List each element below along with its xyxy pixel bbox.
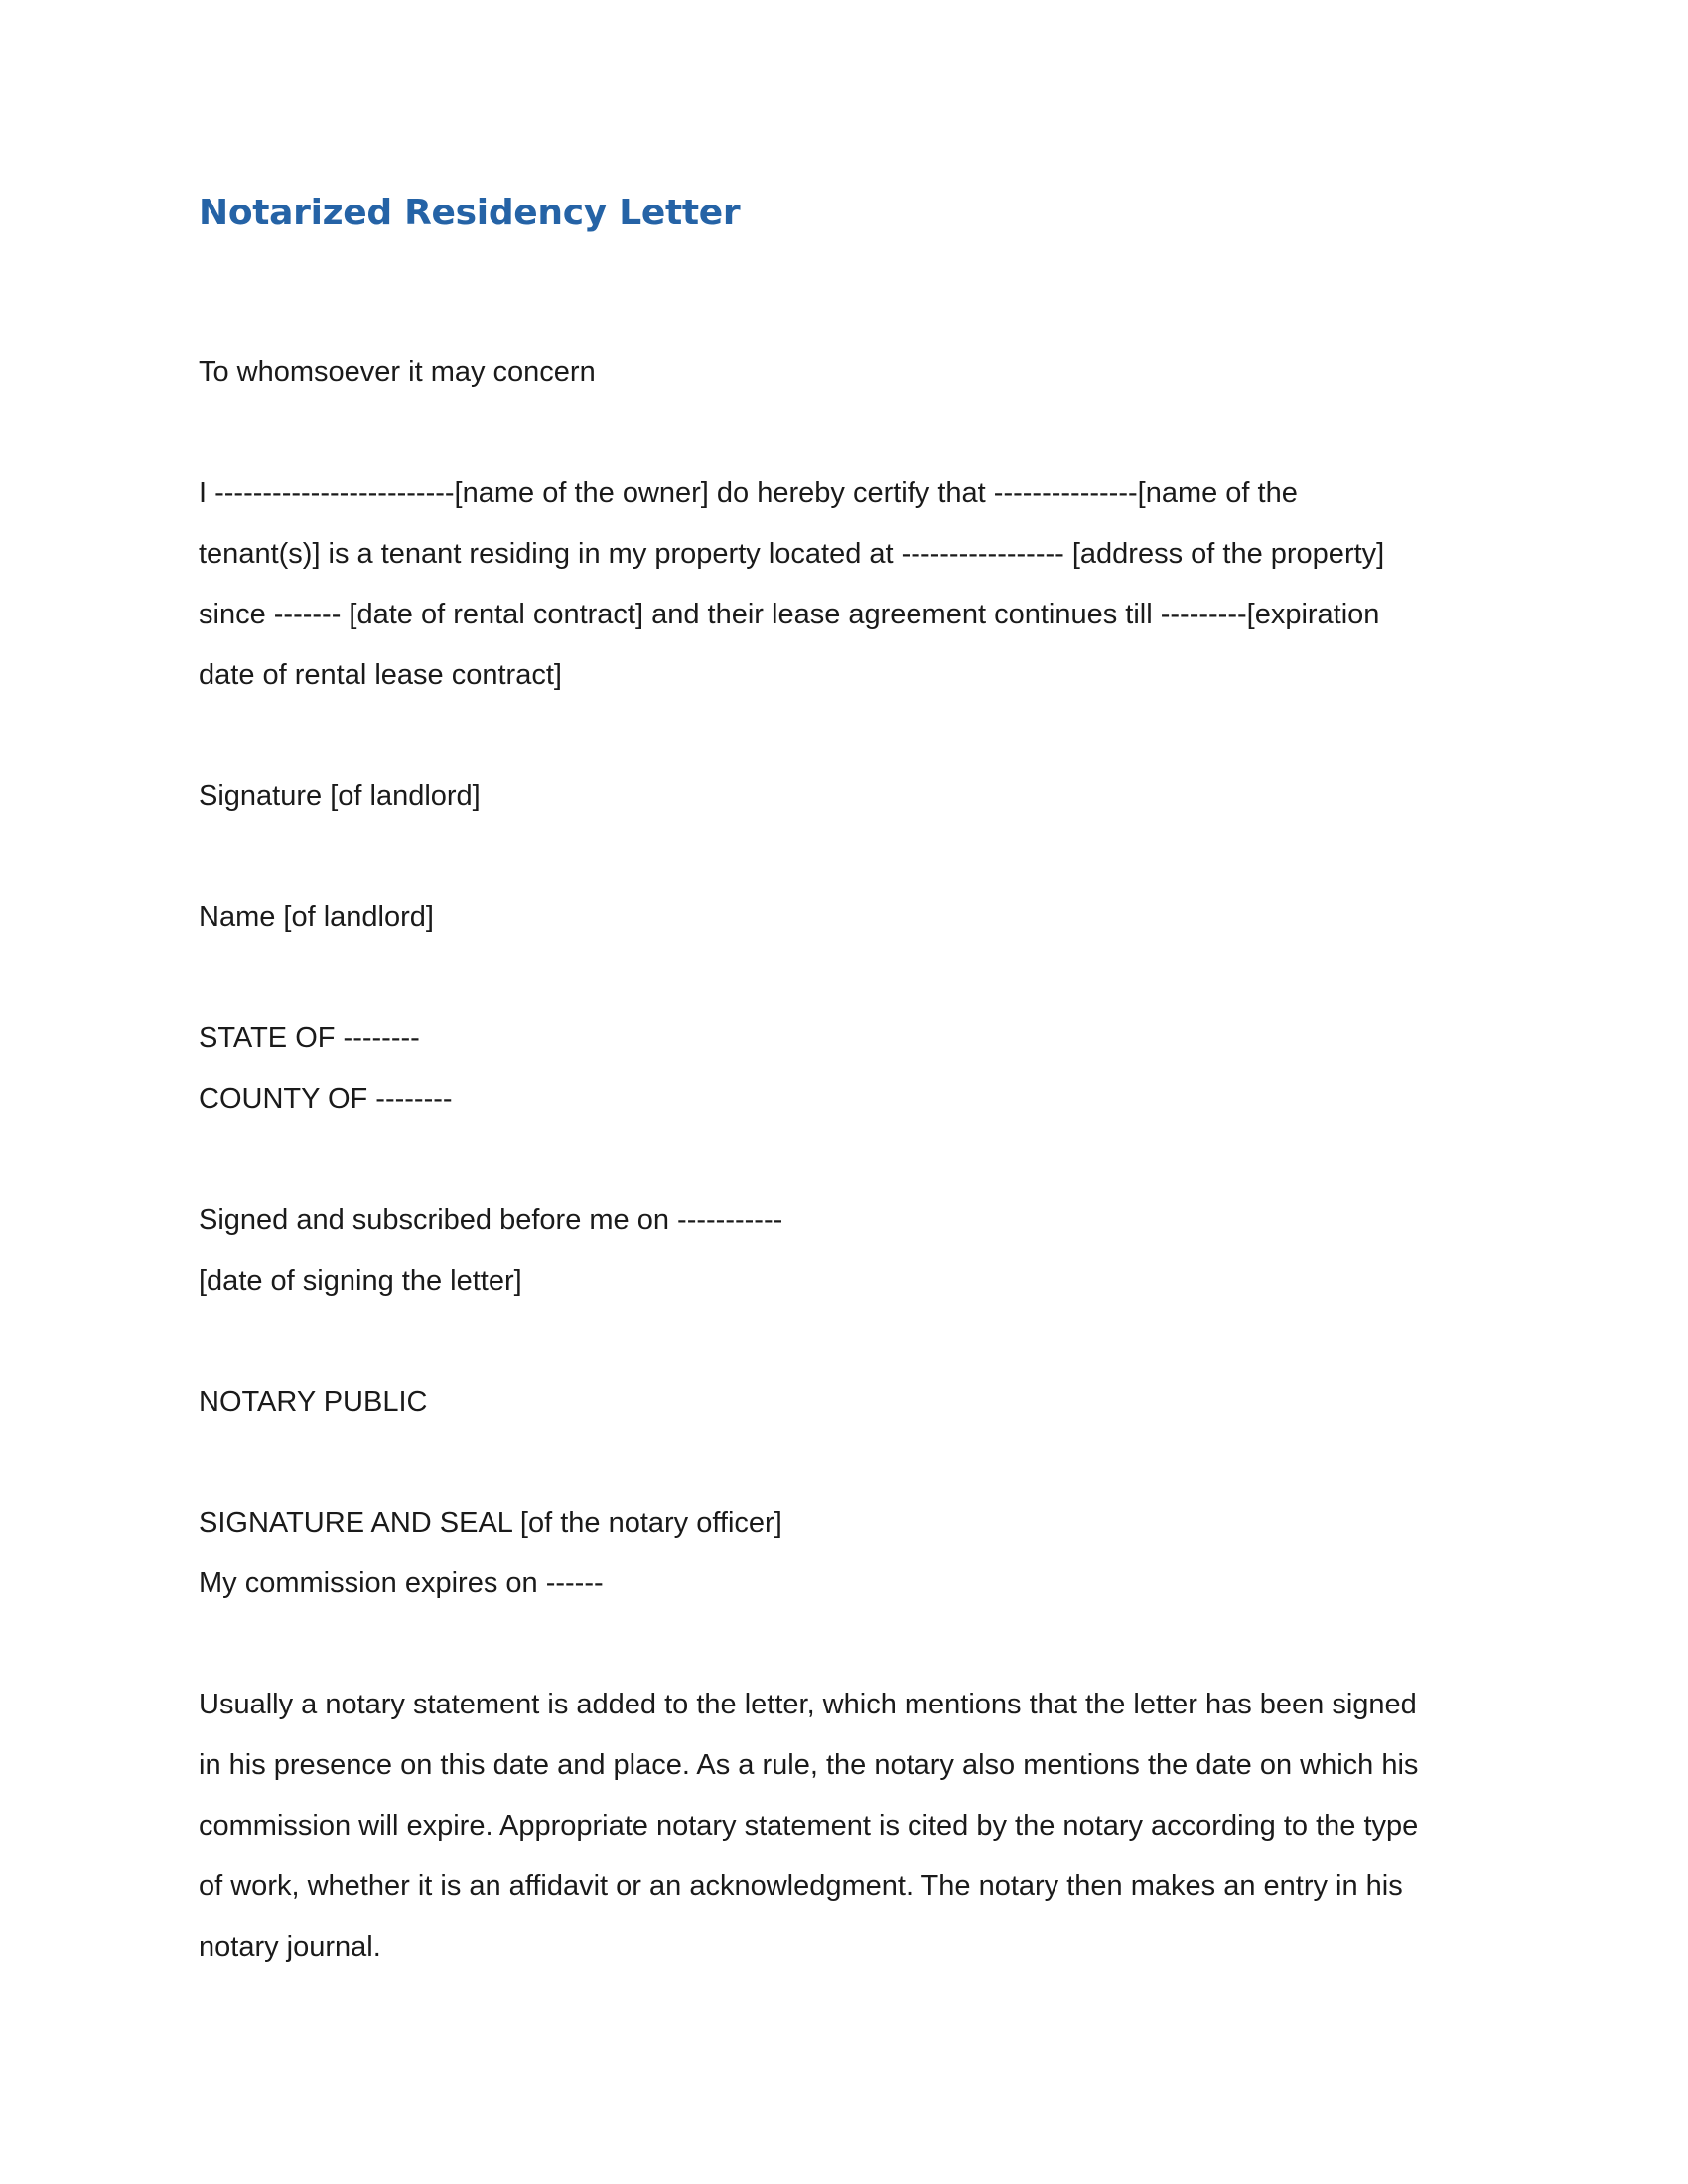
landlord-signature-line: Signature [of landlord] xyxy=(199,780,481,812)
certification-paragraph xyxy=(199,464,1489,706)
county-of-line: COUNTY OF -------- xyxy=(199,1083,453,1115)
commission-expires-line: My commission expires on ------ xyxy=(199,1568,604,1599)
date-of-signing-line: [date of signing the letter] xyxy=(199,1265,522,1297)
note-line: Usually a notary statement is added to the letter, which mentions that the letter has been signed xyxy=(199,1689,1417,1720)
notary-public-heading: NOTARY PUBLIC xyxy=(199,1386,428,1418)
state-of-line: STATE OF -------- xyxy=(199,1023,420,1054)
certification-line: date of rental lease contract] xyxy=(199,659,562,691)
note-line: in his presence on this date and place. As a rule, the notary also mentions the date on which his xyxy=(199,1749,1419,1781)
certification-line: since ------- [date of rental contract] and their lease agreement continues till ---------[expiration xyxy=(199,599,1380,630)
note-line: of work, whether it is an affidavit or an acknowledgment. The notary then makes an entry in his xyxy=(199,1870,1403,1902)
spacer xyxy=(199,238,1489,342)
document-body xyxy=(199,189,1489,1978)
spacer xyxy=(199,948,1489,1009)
spacer xyxy=(199,706,1489,766)
salutation: To whomsoever it may concern xyxy=(199,356,596,388)
certification-line: I -------------------------[name of the owner] do hereby certify that ---------------[name of the xyxy=(199,478,1298,509)
signed-subscribed-line: Signed and subscribed before me on ----------- xyxy=(199,1204,783,1236)
notary-note-paragraph xyxy=(199,1675,1489,1978)
document-title: Notarized Residency Letter xyxy=(199,193,741,233)
spacer xyxy=(199,1311,1489,1372)
note-line: notary journal. xyxy=(199,1931,381,1963)
spacer xyxy=(199,1614,1489,1675)
signature-seal-line: SIGNATURE AND SEAL [of the notary officer] xyxy=(199,1507,782,1539)
spacer xyxy=(199,403,1489,464)
spacer xyxy=(199,1130,1489,1190)
landlord-name-line: Name [of landlord] xyxy=(199,901,434,933)
spacer xyxy=(199,827,1489,887)
note-line: commission will expire. Appropriate notary statement is cited by the notary according to the type xyxy=(199,1810,1419,1842)
spacer xyxy=(199,1433,1489,1493)
certification-line: tenant(s)] is a tenant residing in my property located at ----------------- [address of the property] xyxy=(199,538,1385,570)
